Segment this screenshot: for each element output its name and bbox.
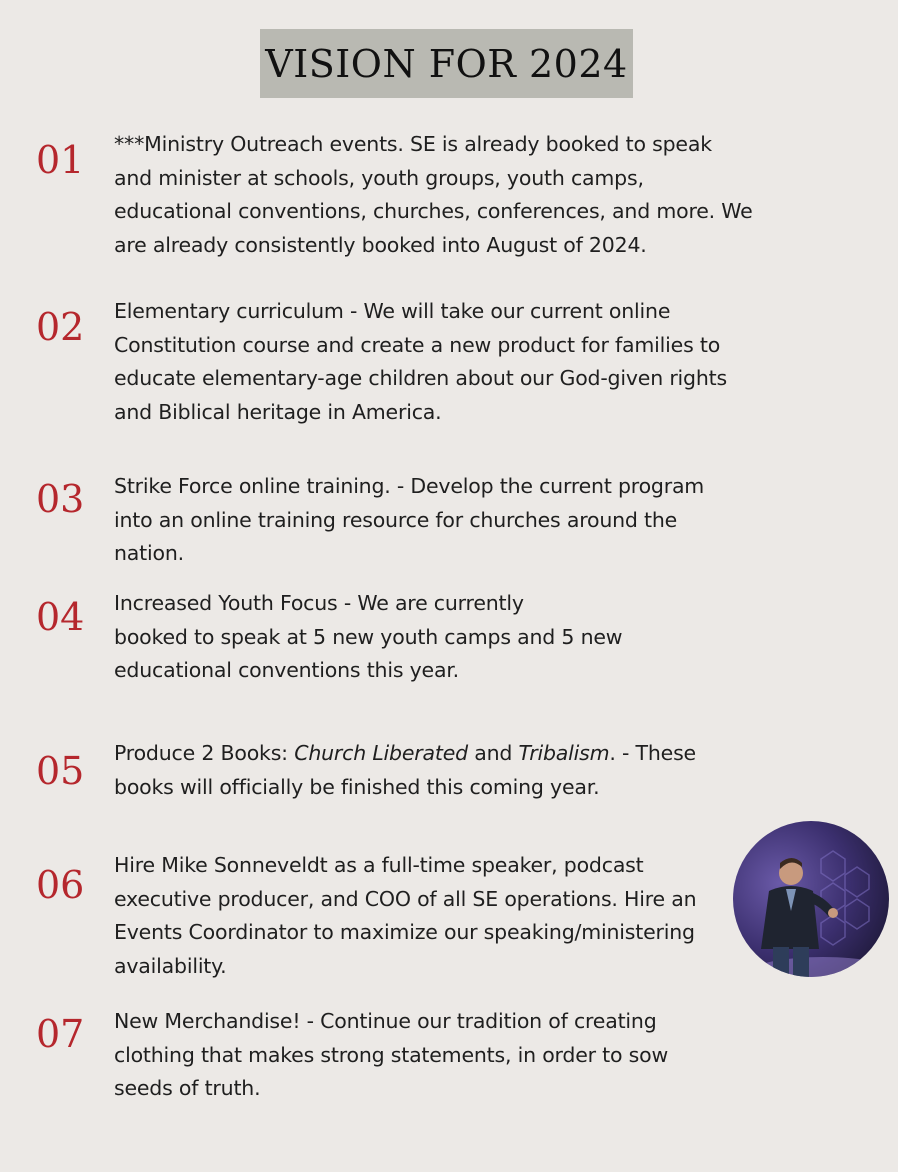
item-text-03: Strike Force online training. - Develop the current program into an online training resource for churches around the nation. xyxy=(114,474,705,565)
item-text-02: Elementary curriculum - We will take our current online Constitution course and create a new product for families to educate elementary-age children about our God-given rights and Biblical heritage in America. xyxy=(114,299,727,424)
page-title: VISION FOR 2024 xyxy=(265,41,628,86)
item-number-06: 06 xyxy=(36,863,85,907)
item-number-04: 04 xyxy=(36,595,85,639)
item-number-03: 03 xyxy=(36,477,85,521)
item-number-05: 05 xyxy=(36,749,85,793)
speaker-photo-image xyxy=(733,821,889,977)
item-text-04 xyxy=(114,587,674,688)
item-text-05-and: and xyxy=(467,741,519,765)
book-title-church-liberated: Church Liberated xyxy=(294,741,468,765)
item-number-01: 01 xyxy=(36,138,85,182)
item-text-04-line1: Increased Youth Focus - We are currently xyxy=(114,591,524,615)
item-text-06: Hire Mike Sonneveldt as a full-time speaker, podcast executive producer, and COO of all SE operations. Hire an Events Coordinator to maximize our speaking/ministering availability. xyxy=(114,853,697,978)
item-text-07: New Merchandise! - Continue our tradition of creating clothing that makes strong statements, in order to sow seeds of truth. xyxy=(114,1009,669,1100)
item-text-01: ***Ministry Outreach events. SE is already booked to speak and minister at schools, youth groups, youth camps, educational conventions, churches, conferences, and more. We are already consistently booked into August of 2024. xyxy=(114,132,753,257)
item-text-05-prefix: Produce 2 Books: xyxy=(114,741,295,765)
item-text-05 xyxy=(114,737,734,804)
speaker-photo xyxy=(733,821,889,977)
title-banner xyxy=(260,29,633,98)
item-text-05-suffix: . - These books will officially be finished this coming year. xyxy=(114,741,696,799)
item-text-04-rest: booked to speak at 5 new youth camps and 5 new educational conventions this year. xyxy=(114,624,623,682)
item-number-07: 07 xyxy=(36,1012,85,1056)
item-number-02: 02 xyxy=(36,305,85,349)
book-title-tribalism: Tribalism xyxy=(518,741,610,765)
